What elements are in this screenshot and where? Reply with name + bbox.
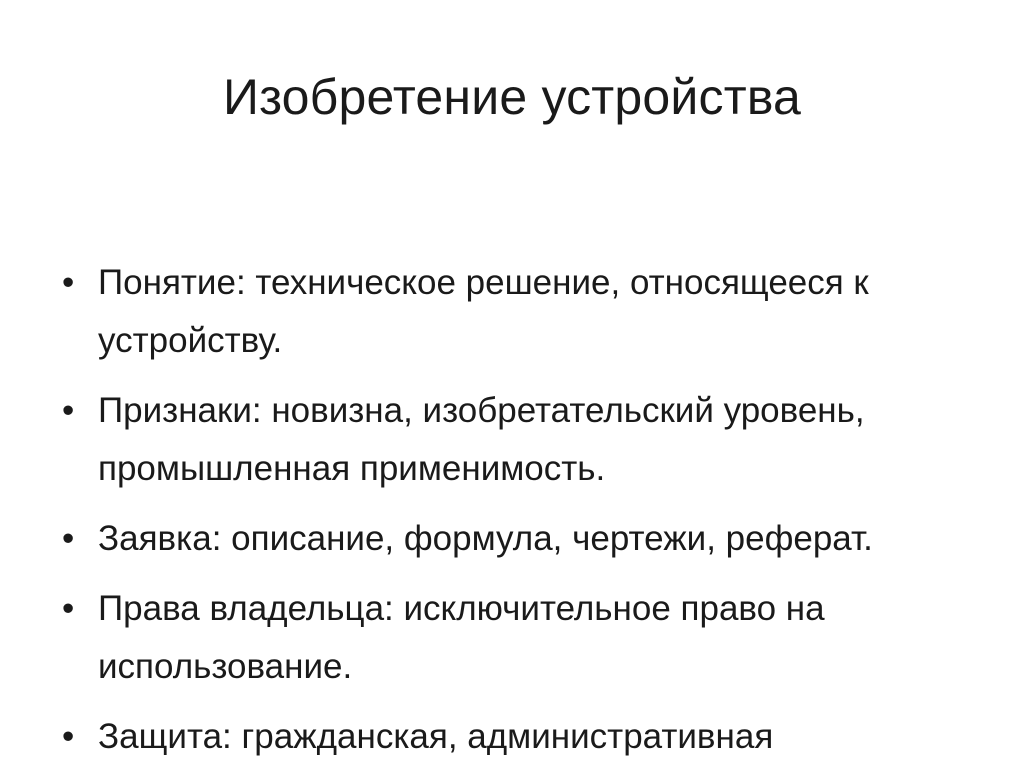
bullet-text: Понятие: техническое решение, относящееся к устройству. [98,263,869,360]
bullet-text: Признаки: новизна, изобретательский уровень, промышленная применимость. [98,391,865,488]
bullet-marker: • [62,391,75,430]
bullet-item [62,382,982,498]
bullet-marker: • [62,717,75,756]
bullet-text: Заявка: описание, формула, чертежи, реферат. [98,519,873,558]
bullet-text: Права владельца: исключительное право на использование. [98,589,825,686]
slide-title: Изобретение устройства [222,69,802,125]
bullet-marker: • [62,589,75,628]
bullet-item [62,708,982,766]
bullet-text: Защита: гражданская, административная [98,717,774,756]
bullet-item [62,510,982,568]
bullet-marker: • [62,519,75,558]
bullet-item [62,580,982,696]
bullet-marker: • [62,263,75,302]
bullet-item [62,254,982,370]
bullet-list [62,254,982,767]
